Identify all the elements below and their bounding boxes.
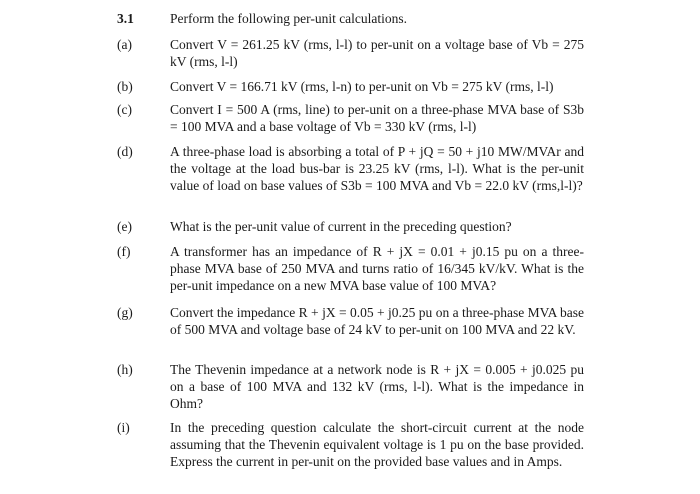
item-label-h: (h) (117, 362, 133, 377)
item-label-b: (b) (117, 79, 133, 94)
problem-intro: Perform the following per-unit calculations. (170, 11, 408, 26)
item-text-h: The Thevenin impedance at a network node is R + jX = 0.005 + j0.025 pu on a base of 100 MVA and 132 kV (rms, l-l). What is the impedance in Ohm? (170, 362, 584, 412)
item-label-c: (c) (117, 102, 132, 117)
item-label-g: (g) (117, 305, 133, 320)
problem-number: 3.1 (117, 11, 134, 26)
item-label-e: (e) (117, 219, 132, 234)
item-label-d: (d) (117, 144, 133, 159)
item-text-a: Convert V = 261.25 kV (rms, l-l) to per-unit on a voltage base of Vb = 275 kV (rms, l-l) (170, 37, 584, 70)
item-label-i: (i) (117, 420, 130, 435)
item-label-a: (a) (117, 37, 132, 52)
item-text-f: A transformer has an impedance of R + jX = 0.01 + j0.15 pu on a three-phase MVA base of 250 MVA and turns ratio of 16/345 kV/kV. What is the per-unit impedance on a new MVA base value of 100 MVA? (170, 244, 584, 294)
item-text-i: In the preceding question calculate the short-circuit current at the node assuming that the Thevenin equivalent voltage is 1 pu on the base provided. Express the current in per-unit on the provided base values and in Amps. (170, 420, 584, 470)
item-text-g: Convert the impedance R + jX = 0.05 + j0.25 pu on a three-phase MVA base of 500 MVA and voltage base of 24 kV to per-unit on 100 MVA and 22 kV. (170, 305, 584, 338)
item-text-e: What is the per-unit value of current in the preceding question? (170, 219, 512, 234)
item-text-d: A three-phase load is absorbing a total of P + jQ = 50 + j10 MW/MVAr and the voltage at the load bus-bar is 23.25 kV (rms, l-l). What is the per-unit value of load on base values of S3b = 100 MVA and Vb = 22.0 kV (rms,l-l)? (170, 144, 584, 194)
item-text-b: Convert V = 166.71 kV (rms, l-n) to per-unit on Vb = 275 kV (rms, l-l) (170, 79, 554, 94)
item-label-f: (f) (117, 244, 131, 259)
item-text-c: Convert I = 500 A (rms, line) to per-unit on a three-phase MVA base of S3b = 100 MVA and a base voltage of Vb = 330 kV (rms, l-l) (170, 102, 584, 135)
